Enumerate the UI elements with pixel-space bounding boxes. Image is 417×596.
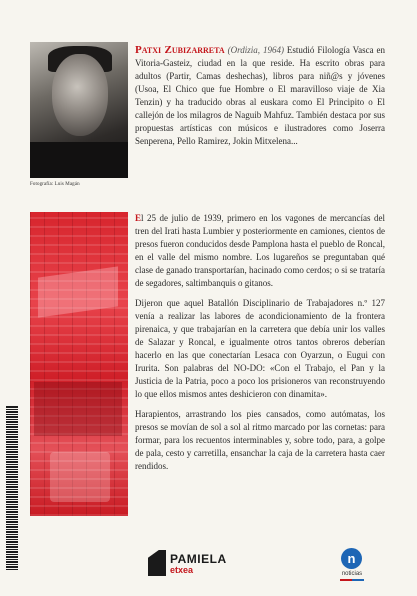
publisher-name: PAMIELA <box>170 552 227 566</box>
partner-logo-label: noticias <box>341 571 363 577</box>
blurb-paragraph-3: Harapientos, arrastrando los pies cansados, como autómatas, los presos se movían de sol a sol al ritmo marcado por las cornetas: para formar, para los recuentos interminables y, sobre todo, para, a golpe de pala, cesto y carretilla, ensanchar la caja de la carretera hasta caer rendidos. <box>135 409 385 471</box>
publisher-mark-icon <box>148 550 166 576</box>
collage-shape <box>34 382 122 436</box>
publisher-logo <box>148 550 268 578</box>
red-collage-illustration <box>30 212 128 516</box>
author-bio-text: Estudió Filología Vasca en Vitoria-Gasteiz, ciudad en la que reside. Ha escrito obras para adultos (Partir, Camas deshechas), libros para niñ@s y jóvenes (Usoa, El Chico que fue Hombre o El maravilloso viaje de Xia Tenzin) y ha traducido obras al euskara como El Principito o El callejón de los milagros de Naguib Mahfuz. También destaca por sus propuestas artísticas con músicos e ilustradores como Joserra Senperena, Pello Ramirez, Jokin Mitxelena... <box>135 45 386 146</box>
partner-logo-icon: n <box>341 548 362 569</box>
partner-logo <box>334 548 370 584</box>
author-bio <box>135 44 385 148</box>
photo-credit: Fotografía: Luis Magán <box>30 182 80 187</box>
blurb-paragraph-2: Dijeron que aquel Batallón Disciplinario de Trabajadores n.º 127 venía a realizar las labores de acondicionamiento de la frontera pirenaica, y que trabajarían en la carretera que debía unir los valles de Salazar y Roncal, e igualmente otros tantos obreros deberían hacerlo en las que conectarían Lesaca con Oyarzun, o Eugui con Irurita. Son palabras del NO-DO: «Con el Trabajo, el Pan y la Justicia de la Patria, poco a poco los prisioneros van reconstruyendo lo que ellos mismos antes deshicieron con dinamita». <box>135 298 385 399</box>
collage-shape <box>38 266 118 317</box>
book-blurb <box>135 212 385 480</box>
publisher-subname: etxea <box>170 565 194 575</box>
author-photo <box>30 42 128 178</box>
blurb-initial: E <box>135 213 142 223</box>
author-photo-shirt <box>30 142 128 178</box>
author-photo-face <box>52 54 108 136</box>
barcode <box>6 406 18 570</box>
author-origin: (Ordizia, 1964) <box>227 45 284 55</box>
blurb-paragraph-1: El 25 de julio de 1939, primero en los vagones de mercancías del tren del Irati hasta Lumbier y posteriormente en camiones, cientos de presos fueron conducidos desde Pamplona hasta el pueblo de Roncal, en el valle del mismo nombre. Los lugareños se preguntaban qué clase de ganado transportarían, hacinado como cerdos; o si se trataría de segadores, saltimbanquis o gitanos. <box>135 213 385 288</box>
collage-shape <box>50 452 110 502</box>
author-name: Patxi Zubizarreta <box>135 44 225 56</box>
partner-logo-stripe <box>340 579 364 581</box>
